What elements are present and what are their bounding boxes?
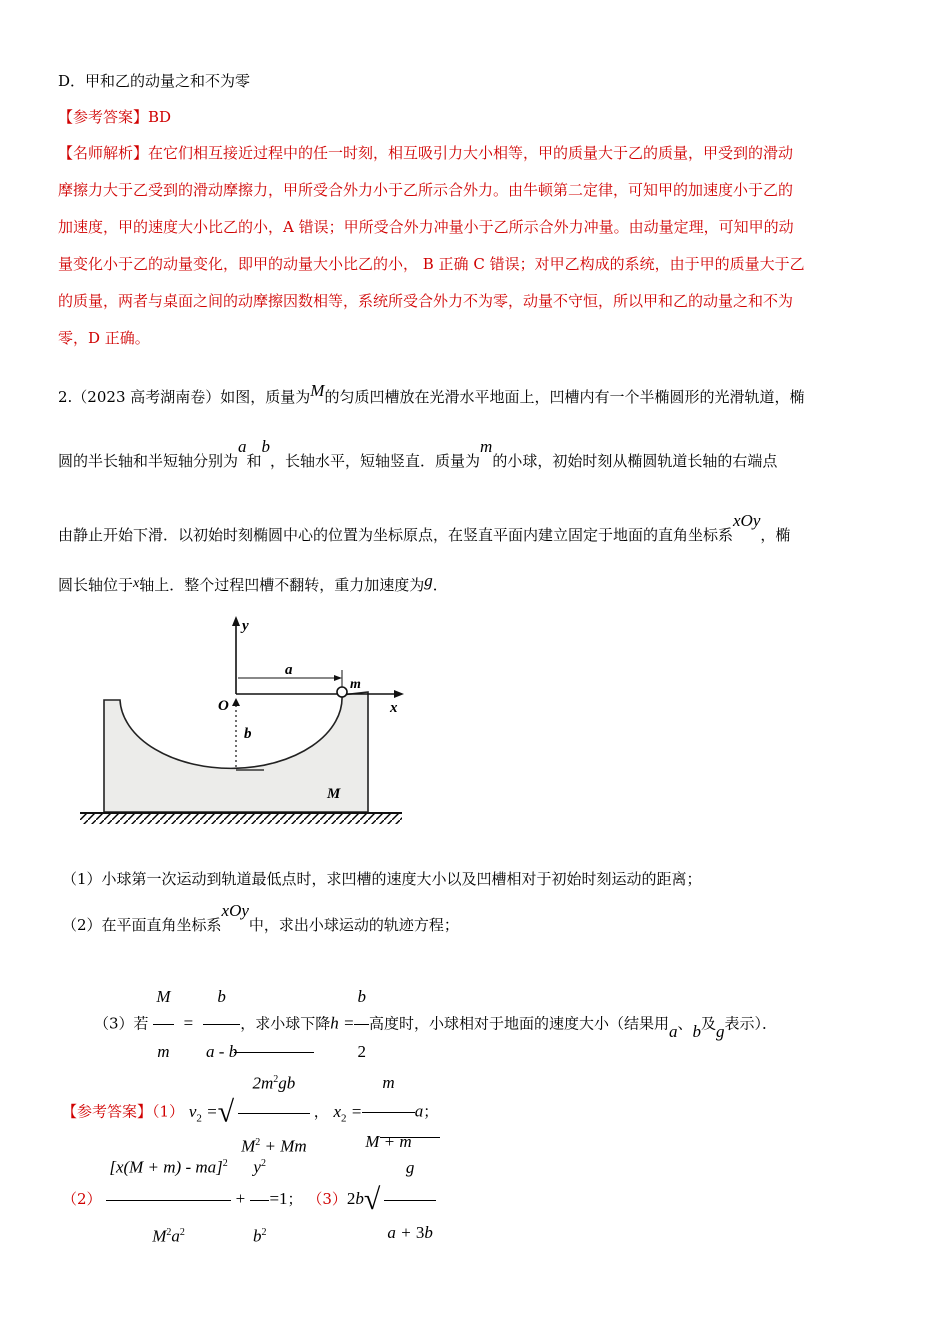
var-b: b [261,437,271,456]
question-line-2 [58,437,778,472]
sub-question-3: （3）若 $\frac{M}{m}$ = $\frac{b}{a - b}$ ，求小球下降h = $\frac{b}{2}$ 高度时，小球相对于地面的速度大小（结果用a、b及g表示）． [94,972,777,1077]
q-text: 、 [677,1014,693,1033]
q-text: 轴上．整个过程凹槽不翻转，重力加速度为 [139,576,425,594]
q-text: ，椭 [760,526,791,544]
y-arrow [232,616,240,626]
option-d: D．甲和乙的动量之和不为零 [58,72,251,90]
reference-answer-1: 【参考答案】（1） $v_2$ =√ $\frac{2m^2gb}{M^2 + Mm}$ ， $x_2$ = $\frac{m}{M + m}$ a； [62,1052,438,1173]
analysis-line: 零，D 正确。 [58,329,150,347]
groove-diagram [72,612,412,842]
label-o: O [218,698,229,714]
q-text: 2.（2023 高考湖南卷）如图，质量为 [58,388,311,406]
q-text: 及 [701,1014,717,1033]
q-text: 圆的半长轴和半短轴分别为 [58,452,239,470]
x-arrow [394,690,404,698]
a-arrow [334,675,342,681]
var-xoy: xOy [221,901,249,920]
analysis-line: 的质量，两者与桌面之间的动摩擦因数相等，系统所受合外力不为零，动量不守恒，所以甲和乙的动量之和不为 [58,292,794,310]
fraction-y2-b2: $\frac{y^2}{b^2}$ [250,1134,270,1266]
var-a: a [238,437,247,456]
label-a: a [285,662,293,678]
b-arrow-up [232,698,240,706]
prev-answer [58,106,171,128]
label-x: x [390,700,398,716]
q-text: 表示）． [724,1014,778,1033]
var-m: m [480,437,493,456]
trajectory-equation: $\frac{[x(M + m) - ma]^2}{M^2a^2}$ [106,1134,230,1266]
var-g: g [424,571,433,590]
label-y: y [242,618,249,634]
question-line-4 [58,571,448,598]
answer-part-1: （1） [152,1102,185,1121]
fraction-b-over-a-minus-b: $\frac{b}{a - b}$ [203,972,240,1077]
label-b: b [244,726,252,742]
var-M: M [310,381,325,400]
sub-question-2 [62,901,459,936]
label-M: M [327,786,341,802]
groove-figure [72,612,412,846]
reference-answer-2: （2） $\frac{[x(M + m) - ma]^2}{M^2a^2}$ + $\frac{y^2}{b^2}$ =1； （3）2b√ $\frac{g}{a + 3b}$ [62,1134,440,1266]
analysis-text: 在它们相互接近过程中的任一时刻，相互吸引力大小相等，甲的质量大于乙的质量，甲受到的滑动 [148,144,794,162]
semi: ； [287,1190,303,1209]
fraction-b-over-2: $\frac{b}{2}$ [354,972,369,1077]
q-text: （3）若 [94,1014,149,1033]
question-line-3 [58,511,791,546]
fraction-x2: $\frac{m}{M + m}$ [362,1056,414,1169]
analysis-line: 量变化小于乙的动量变化，即甲的动量大小比乙的小， B 正确 C 错误；对甲乙构成的系统，由于甲的质量大于乙 [58,255,805,273]
q-text: 圆长轴位于 [58,576,134,594]
analysis-line [58,142,793,164]
sep: ， [313,1102,329,1121]
analysis-tag: 【名师解析】 [58,144,149,162]
q-text: ，长轴水平，短轴竖直．质量为 [270,452,481,470]
q-text: 的匀质凹槽放在光滑水平地面上，凹槽内有一个半椭圆形的光滑轨道，椭 [324,388,805,406]
answer-tag: 【参考答案】 [58,108,149,126]
question-line-1 [58,381,805,408]
ground-hatch [80,814,402,824]
q-text: 的小球，初始时刻从椭圆轨道长轴的右端点 [492,452,778,470]
q-text: 中，求出小球运动的轨迹方程； [248,916,459,934]
answer-part-2: （2） [62,1190,102,1209]
fraction-M-over-m: $\frac{M}{m}$ [153,972,173,1077]
q-text: ，求小球下降 [240,1014,331,1033]
var-xoy: xOy [733,511,761,530]
ball [337,687,347,697]
q-text: （2）在平面直角坐标系 [62,916,222,934]
answer-part-3: （3） [307,1190,347,1209]
sub-question-1: （1）小球第一次运动到轨道最低点时，求凹槽的速度大小以及凹槽相对于初始时刻运动的距离； [62,870,702,888]
q-text: 由静止开始下滑．以初始时刻椭圆中心的位置为坐标原点，在竖直平面内建立固定于地面的直角坐标系 [58,526,734,544]
answer-value: BD [148,108,172,126]
q-text: ． [432,576,448,594]
semi: ； [423,1102,439,1121]
q-text: 高度时，小球相对于地面的速度大小（结果用 [368,1014,669,1033]
analysis-line: 摩擦力大于乙受到的滑动摩擦力，甲所受合外力小于乙所示合外力。由牛顿第二定律，可知甲的加速度小于乙的 [58,181,794,199]
analysis-line: 加速度，甲的速度大小比乙的小，A 错误；甲所受合外力冲量小于乙所示合外力冲量。由动量定理，可知甲的动 [58,218,794,236]
label-m: m [350,677,361,692]
q-text: 和 [246,452,262,470]
var-x: x [133,576,140,591]
answer-tag: 【参考答案】 [62,1102,153,1121]
